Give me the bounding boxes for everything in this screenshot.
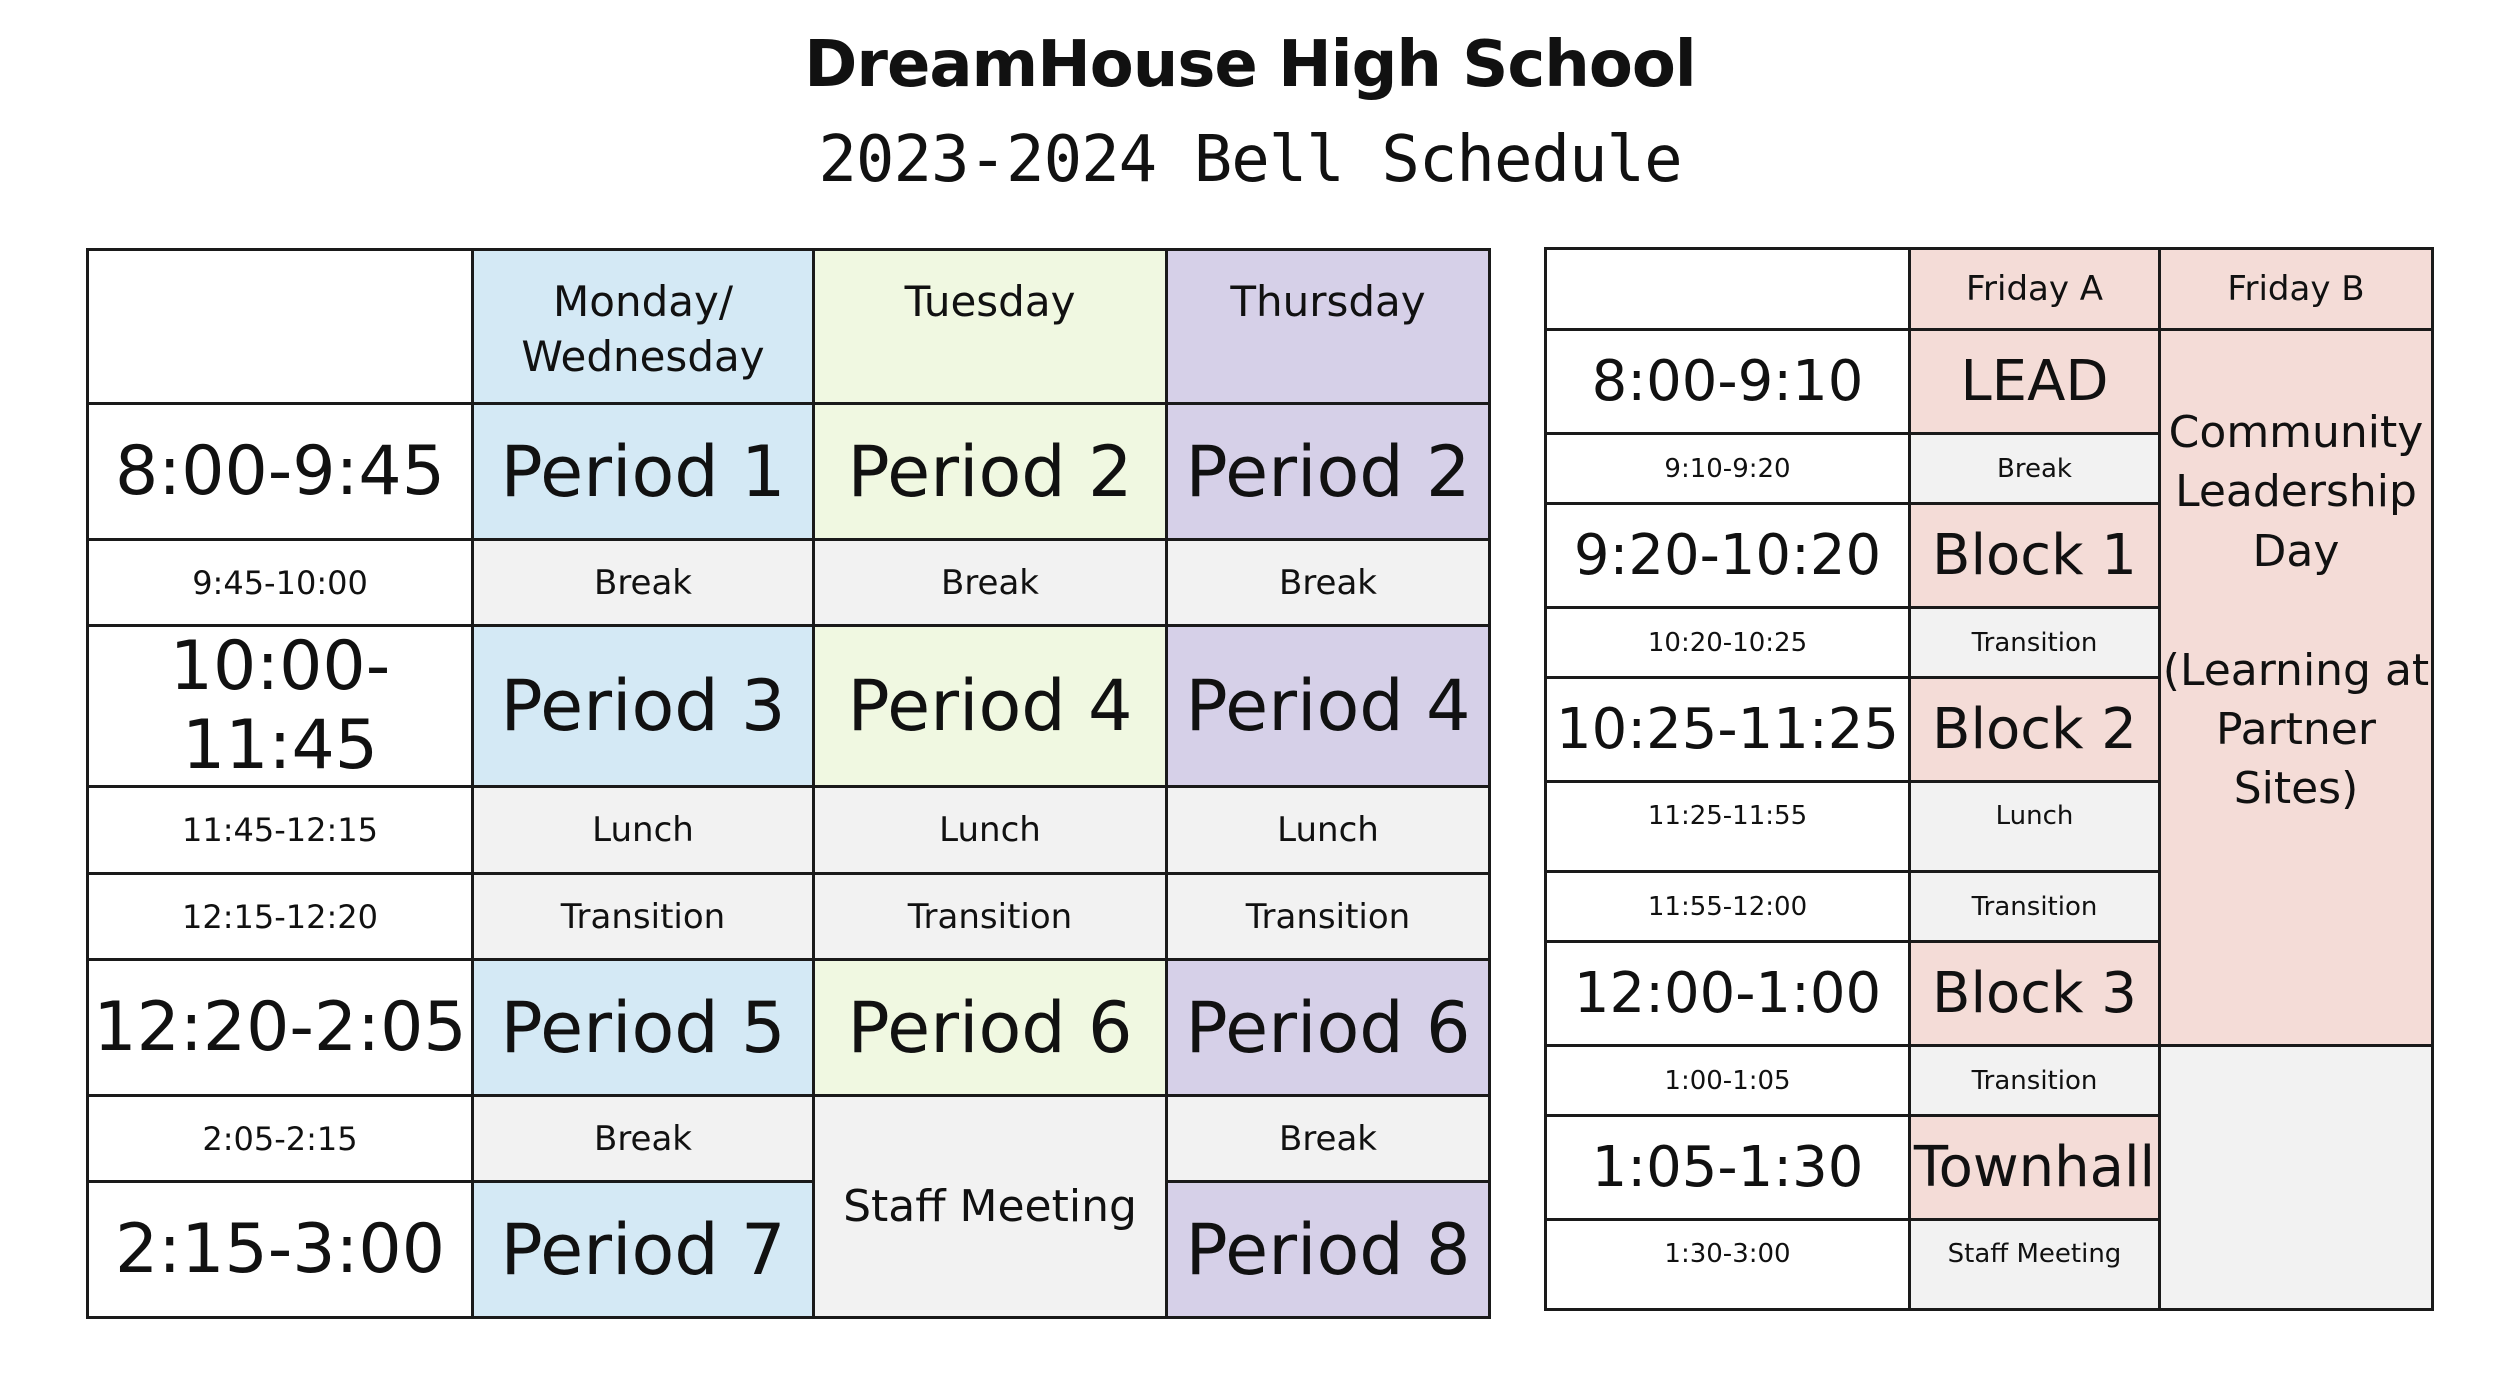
weekday-schedule-table bbox=[86, 248, 1491, 1319]
time-cell: 8:00-9:10 bbox=[1546, 330, 1910, 434]
period-cell: Period 8 bbox=[1167, 1182, 1490, 1318]
friday-b-empty-cell bbox=[2160, 1046, 2433, 1310]
time-cell: 8:00-9:45 bbox=[88, 404, 473, 540]
time-cell: 12:00-1:00 bbox=[1546, 942, 1910, 1046]
community-leadership-text: Community Leadership Day (Learning at Partner Sites) bbox=[2162, 407, 2430, 815]
table-row bbox=[88, 874, 1490, 960]
period-cell: Period 1 bbox=[473, 404, 814, 540]
staff-meeting-cell: Staff Meeting bbox=[1910, 1220, 2160, 1310]
column-header-monday-wednesday: Monday/ Wednesday bbox=[473, 250, 814, 404]
lunch-cell: Lunch bbox=[1167, 787, 1490, 874]
table-row bbox=[88, 1096, 1490, 1182]
period-cell: Period 5 bbox=[473, 960, 814, 1096]
table-row bbox=[88, 960, 1490, 1096]
transition-cell: Transition bbox=[1167, 874, 1490, 960]
block-cell: LEAD bbox=[1910, 330, 2160, 434]
table-row bbox=[88, 787, 1490, 874]
period-cell: Period 3 bbox=[473, 626, 814, 787]
corner-cell bbox=[88, 250, 473, 404]
period-cell: Period 7 bbox=[473, 1182, 814, 1318]
staff-meeting-cell: Staff Meeting bbox=[814, 1096, 1167, 1318]
period-cell: Period 4 bbox=[1167, 626, 1490, 787]
break-cell: Break bbox=[473, 1096, 814, 1182]
column-header-friday-b: Friday B bbox=[2160, 249, 2433, 330]
schedule-subtitle: 2023-2024 Bell Schedule bbox=[818, 123, 1682, 197]
column-header-tuesday: Tuesday bbox=[814, 250, 1167, 404]
break-cell: Break bbox=[1910, 434, 2160, 504]
time-cell: 1:00-1:05 bbox=[1546, 1046, 1910, 1116]
transition-cell: Transition bbox=[1910, 872, 2160, 942]
column-header-thursday: Thursday bbox=[1167, 250, 1490, 404]
lunch-cell: Lunch bbox=[814, 787, 1167, 874]
header-row bbox=[88, 250, 1490, 404]
townhall-cell: Townhall bbox=[1910, 1116, 2160, 1220]
table-row bbox=[88, 404, 1490, 540]
table-row bbox=[1546, 1046, 2433, 1116]
time-cell: 1:05-1:30 bbox=[1546, 1116, 1910, 1220]
time-cell: 11:45-12:15 bbox=[88, 787, 473, 874]
break-cell: Break bbox=[1167, 1096, 1490, 1182]
school-name: DreamHouse High School bbox=[804, 28, 1696, 102]
block-cell: Block 3 bbox=[1910, 942, 2160, 1046]
transition-cell: Transition bbox=[1910, 608, 2160, 678]
time-cell: 10:25-11:25 bbox=[1546, 678, 1910, 782]
block-cell: Block 1 bbox=[1910, 504, 2160, 608]
time-cell: 11:55-12:00 bbox=[1546, 872, 1910, 942]
break-cell: Break bbox=[814, 540, 1167, 626]
transition-cell: Transition bbox=[1910, 1046, 2160, 1116]
time-cell: 12:20-2:05 bbox=[88, 960, 473, 1096]
lunch-cell: Lunch bbox=[1910, 782, 2160, 872]
header-row bbox=[1546, 249, 2433, 330]
period-cell: Period 4 bbox=[814, 626, 1167, 787]
transition-cell: Transition bbox=[814, 874, 1167, 960]
time-cell: 2:15-3:00 bbox=[88, 1182, 473, 1318]
community-leadership-day-cell bbox=[2160, 330, 2433, 1046]
break-cell: Break bbox=[1167, 540, 1490, 626]
period-cell: Period 2 bbox=[1167, 404, 1490, 540]
period-cell: Period 6 bbox=[814, 960, 1167, 1096]
time-cell: 9:10-9:20 bbox=[1546, 434, 1910, 504]
time-cell: 12:15-12:20 bbox=[88, 874, 473, 960]
break-cell: Break bbox=[473, 540, 814, 626]
time-cell: 2:05-2:15 bbox=[88, 1096, 473, 1182]
column-header-friday-a: Friday A bbox=[1910, 249, 2160, 330]
table-row bbox=[88, 1182, 1490, 1318]
period-cell: Period 2 bbox=[814, 404, 1167, 540]
time-cell: 11:25-11:55 bbox=[1546, 782, 1910, 872]
time-cell: 9:45-10:00 bbox=[88, 540, 473, 626]
table-row bbox=[88, 540, 1490, 626]
corner-cell bbox=[1546, 249, 1910, 330]
table-row bbox=[88, 626, 1490, 787]
table-row bbox=[1546, 330, 2433, 434]
time-cell: 10:00-11:45 bbox=[88, 626, 473, 787]
friday-schedule-table bbox=[1544, 247, 2434, 1311]
time-cell: 9:20-10:20 bbox=[1546, 504, 1910, 608]
period-cell: Period 6 bbox=[1167, 960, 1490, 1096]
block-cell: Block 2 bbox=[1910, 678, 2160, 782]
transition-cell: Transition bbox=[473, 874, 814, 960]
time-cell: 1:30-3:00 bbox=[1546, 1220, 1910, 1310]
time-cell: 10:20-10:25 bbox=[1546, 608, 1910, 678]
lunch-cell: Lunch bbox=[473, 787, 814, 874]
